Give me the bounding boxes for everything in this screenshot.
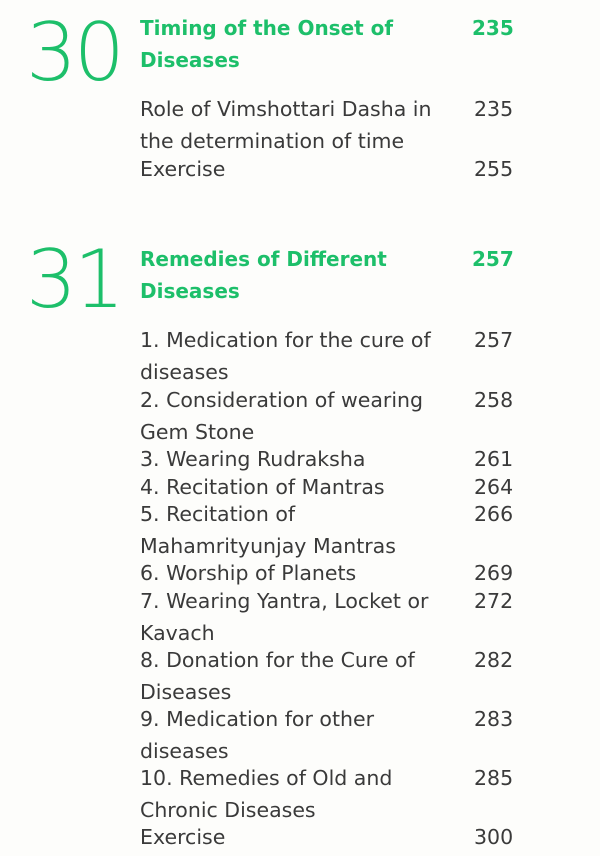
toc-entry-page: 258 — [474, 388, 514, 412]
chapter-title[interactable]: Remedies of Different Diseases — [140, 247, 387, 303]
toc-entry-page: 285 — [474, 766, 514, 790]
toc-entry-page: 257 — [474, 328, 514, 352]
toc-entry-title: 9. Medication for other diseases — [140, 707, 375, 763]
toc-entry-page: 235 — [474, 97, 514, 121]
toc-entry-page: 261 — [474, 447, 514, 471]
chapter-number: 30 — [26, 6, 122, 99]
chapter-page-number[interactable]: 235 — [472, 16, 514, 40]
toc-entry-title: 3. Wearing Rudraksha — [140, 447, 366, 471]
toc-entry-title: 1. Medication for the cure of diseases — [140, 328, 431, 384]
toc-entry-title: 4. Recitation of Mantras — [140, 475, 385, 499]
toc-entry-page: 269 — [474, 561, 514, 585]
toc-entry-title: Exercise — [140, 825, 226, 849]
toc-entry-title: 8. Donation for the Cure of Diseases — [140, 648, 415, 704]
toc-entry-page: 272 — [474, 589, 514, 613]
chapter-page-number[interactable]: 257 — [472, 247, 514, 271]
toc-entry-page: 300 — [474, 825, 514, 849]
toc-entry-title: 2. Consideration of wearing Gem Stone — [140, 388, 424, 444]
chapter-title[interactable]: Timing of the Onset of Diseases — [140, 16, 394, 72]
toc-entry-page: 255 — [474, 157, 514, 181]
toc-entry-page: 266 — [474, 502, 514, 526]
toc-entry-title: Role of Vimshottari Dasha in the determination of time — [140, 97, 432, 153]
toc-entry-title: Exercise — [140, 157, 226, 181]
toc-entry-page: 282 — [474, 648, 514, 672]
toc-entry-title: 6. Worship of Planets — [140, 561, 357, 585]
toc-entry-page: 283 — [474, 707, 514, 731]
toc-entry-title: 5. Recitation of Mahamrityunjay Mantras — [140, 502, 396, 558]
toc-entry-title: 10. Remedies of Old and Chronic Diseases — [140, 766, 393, 822]
toc-entry-title: 7. Wearing Yantra, Locket or Kavach — [140, 589, 429, 645]
chapter-number: 31 — [26, 233, 122, 326]
toc-entry-page: 264 — [474, 475, 514, 499]
